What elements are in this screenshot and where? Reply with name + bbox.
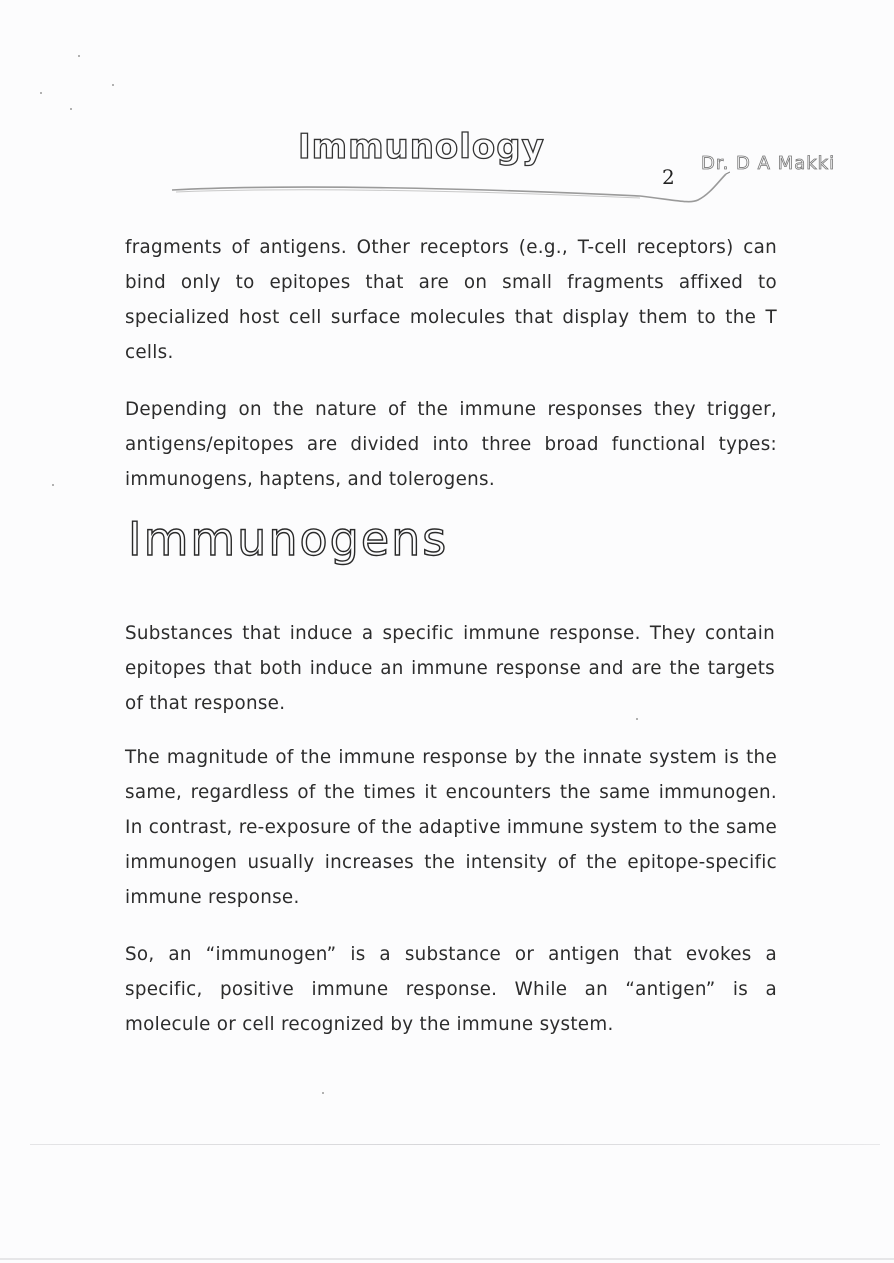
paragraph-3: Substances that induce a specific immune response. They contain epitopes that both induce an immune response and are the targets of that response. xyxy=(125,623,775,714)
scan-speck xyxy=(78,55,80,57)
page-number: 2 xyxy=(662,165,675,189)
header-title: Immunology xyxy=(298,127,545,167)
author-name: Dr. D A Makki xyxy=(701,153,836,174)
paragraph-5: So, an “immunogen” is a substance or antigen that evokes a specific, positive immune response. While an “antigen” is a molecule or cell recognized by the immune system. xyxy=(125,944,777,1035)
scan-speck xyxy=(636,718,638,720)
paragraph-2: Depending on the nature of the immune responses they trigger, antigens/epitopes are divided into three broad functional types: immunogens, haptens, and tolerogens. xyxy=(125,399,777,490)
header-divider xyxy=(170,160,730,210)
scan-speck xyxy=(322,1092,324,1094)
section-heading: Immunogens xyxy=(128,512,449,566)
paragraph-4: The magnitude of the immune response by the innate system is the same, regardless of the times it encounters the same immunogen. In contrast, re-exposure of the adaptive immune system to the same immunogen usually increases the intensity of the epitope-specific immune response. xyxy=(125,747,777,908)
scan-speck xyxy=(40,92,42,94)
bottom-divider xyxy=(30,1144,880,1145)
scan-speck xyxy=(112,84,114,86)
page-edge xyxy=(0,1258,894,1260)
paragraph-1: fragments of antigens. Other receptors (e.g., T-cell receptors) can bind only to epitopes that are on small fragments affixed to specialized host cell surface molecules that display them to the T cells. xyxy=(125,237,777,363)
scan-speck xyxy=(70,108,72,110)
scan-speck xyxy=(52,484,54,486)
